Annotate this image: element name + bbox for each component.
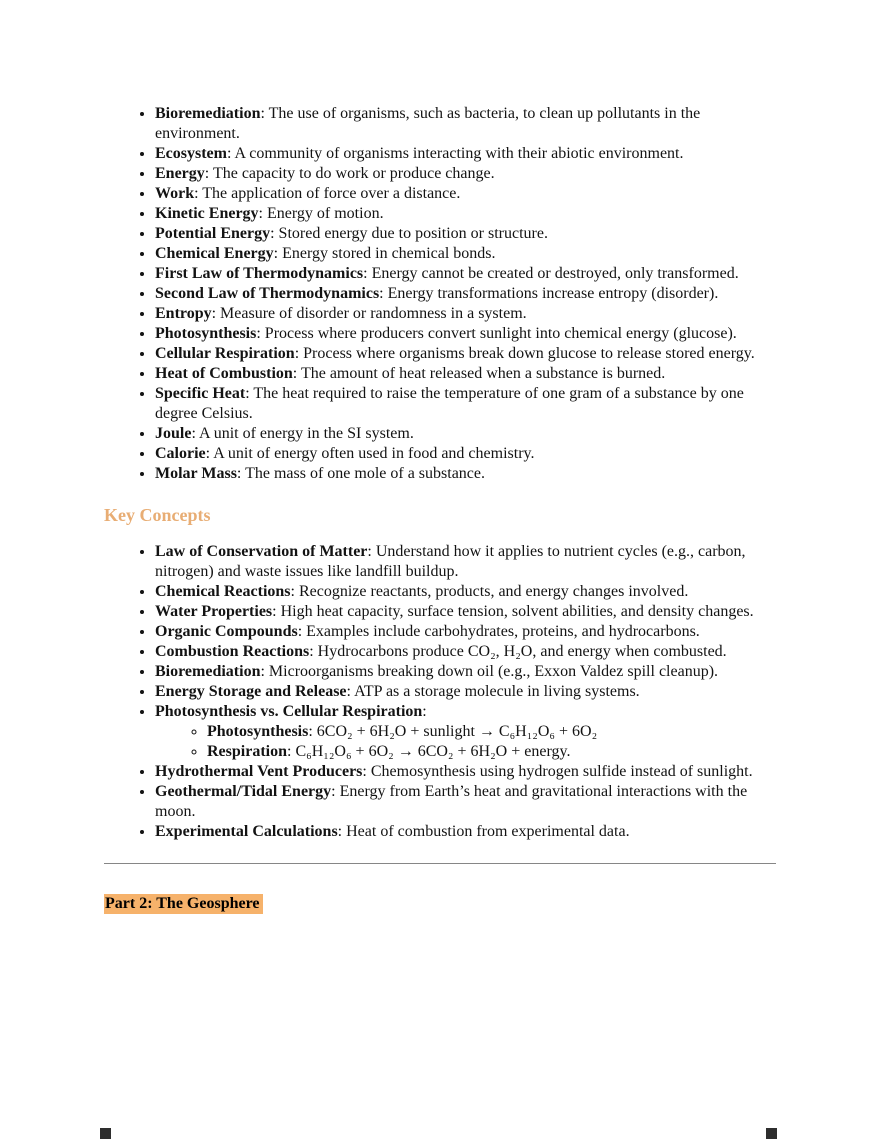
term-text: Respiration	[207, 743, 287, 760]
list-item	[155, 444, 776, 464]
definition-text: : A community of organisms interacting with their abiotic environment.	[226, 145, 684, 162]
definition-text: : Understand how it applies to nutrient cycles (e.g., carbon, nitrogen) and waste issues like landfill buildup.	[155, 543, 746, 580]
definition-text: : The heat required to raise the temperature of one gram of a substance by one degree Celsius.	[155, 385, 744, 422]
equation-text: : C₆H₁₂O₆ + 6O₂ → 6CO₂ + 6H₂O + energy.	[287, 743, 571, 760]
definition-text: : A unit of energy often used in food and chemistry.	[205, 445, 535, 462]
next-page-edge-mark-left	[100, 1128, 111, 1139]
definition-text: : Energy transformations increase entropy (disorder).	[379, 285, 719, 302]
definition-text: : Energy from Earth’s heat and gravitational interactions with the moon.	[155, 783, 748, 820]
term-text: Energy Storage and Release	[155, 683, 347, 700]
key-concepts-heading: Key Concepts	[104, 505, 211, 525]
term-text: Kinetic Energy	[155, 205, 259, 222]
term-text: Ecosystem	[155, 145, 227, 162]
term-text: Specific Heat	[155, 385, 246, 402]
list-item	[155, 324, 776, 344]
definition-text: : Recognize reactants, products, and energy changes involved.	[290, 583, 689, 600]
term-text: Organic Compounds	[155, 623, 298, 640]
photosynthesis-respiration-sublist	[155, 722, 776, 762]
list-item	[155, 542, 776, 582]
term-text: Heat of Combustion	[155, 365, 293, 382]
term-text: Photosynthesis	[207, 723, 309, 740]
term-text: Bioremediation	[155, 105, 261, 122]
definition-text: : Hydrocarbons produce CO₂, H₂O, and energy when combusted.	[309, 643, 727, 660]
list-item	[155, 284, 776, 304]
definition-text: : Heat of combustion from experimental data.	[337, 823, 630, 840]
part2-heading	[104, 894, 776, 914]
definition-text: : The application of force over a distance.	[194, 185, 461, 202]
definition-text: : A unit of energy in the SI system.	[191, 425, 414, 442]
list-item	[155, 104, 776, 144]
term-text: Water Properties	[155, 603, 273, 620]
list-item	[155, 782, 776, 822]
term-text: First Law of Thermodynamics	[155, 265, 364, 282]
definition-text: : Process where producers convert sunlight into chemical energy (glucose).	[256, 325, 737, 342]
definition-text: : Microorganisms breaking down oil (e.g., Exxon Valdez spill cleanup).	[260, 663, 719, 680]
term-text: Chemical Reactions	[155, 583, 291, 600]
term-text: Geothermal/Tidal Energy	[155, 783, 332, 800]
list-item	[155, 582, 776, 602]
definition-text: : The mass of one mole of a substance.	[236, 465, 486, 482]
definition-text: :	[422, 703, 427, 720]
list-item	[155, 682, 776, 702]
term-text: Second Law of Thermodynamics	[155, 285, 380, 302]
term-text: Combustion Reactions	[155, 643, 310, 660]
term-text: Work	[155, 185, 195, 202]
list-item	[155, 822, 776, 842]
definition-text: : The use of organisms, such as bacteria, to clean up pollutants in the environment.	[155, 105, 701, 142]
sub-list-item	[207, 722, 776, 742]
definition-text: : The amount of heat released when a substance is burned.	[292, 365, 666, 382]
definition-text: : Stored energy due to position or structure.	[270, 225, 548, 242]
definition-text: : Examples include carbohydrates, proteins, and hydrocarbons.	[297, 623, 700, 640]
term-text: Energy	[155, 165, 205, 182]
term-text: Potential Energy	[155, 225, 271, 242]
definition-text: : Energy stored in chemical bonds.	[273, 245, 496, 262]
term-text: Joule	[155, 425, 192, 442]
highlighted-heading-text: Part 2: The Geosphere	[104, 894, 263, 914]
list-item	[155, 762, 776, 782]
list-item	[155, 702, 776, 762]
list-item	[155, 244, 776, 264]
list-item	[155, 224, 776, 244]
definition-text: : Process where organisms break down glucose to release stored energy.	[294, 345, 755, 362]
list-item	[155, 602, 776, 622]
term-text: Entropy	[155, 305, 212, 322]
definition-text: : ATP as a storage molecule in living systems.	[346, 683, 640, 700]
list-item	[155, 164, 776, 184]
term-text: Cellular Respiration	[155, 345, 295, 362]
term-text: Hydrothermal Vent Producers	[155, 763, 363, 780]
list-item	[155, 264, 776, 284]
definition-text: : Chemosynthesis using hydrogen sulfide instead of sunlight.	[362, 763, 753, 780]
list-item	[155, 344, 776, 364]
list-item	[155, 662, 776, 682]
list-item	[155, 642, 776, 662]
term-text: Chemical Energy	[155, 245, 274, 262]
list-item	[155, 424, 776, 444]
list-item	[155, 204, 776, 224]
definition-text: : Energy of motion.	[258, 205, 384, 222]
term-text: Photosynthesis	[155, 325, 257, 342]
list-item	[155, 304, 776, 324]
term-text: Law of Conservation of Matter	[155, 543, 368, 560]
definition-text: : Energy cannot be created or destroyed, only transformed.	[363, 265, 739, 282]
definition-text: : High heat capacity, surface tension, solvent abilities, and density changes.	[272, 603, 754, 620]
vocabulary-list	[104, 104, 776, 484]
key-concepts-list	[104, 542, 776, 842]
list-item	[155, 364, 776, 384]
definition-text: : Measure of disorder or randomness in a system.	[211, 305, 527, 322]
term-text: Bioremediation	[155, 663, 261, 680]
sub-list-item	[207, 742, 776, 762]
section-divider	[104, 863, 776, 864]
term-text: Molar Mass	[155, 465, 237, 482]
term-text: Calorie	[155, 445, 206, 462]
list-item	[155, 464, 776, 484]
list-item	[155, 184, 776, 204]
list-item	[155, 622, 776, 642]
definition-text: : The capacity to do work or produce change.	[204, 165, 495, 182]
next-page-edge-mark-right	[766, 1128, 777, 1139]
term-text: Photosynthesis vs. Cellular Respiration	[155, 703, 423, 720]
equation-text: : 6CO₂ + 6H₂O + sunlight → C₆H₁₂O₆ + 6O₂	[308, 723, 598, 740]
list-item	[155, 384, 776, 424]
term-text: Experimental Calculations	[155, 823, 338, 840]
list-item	[155, 144, 776, 164]
